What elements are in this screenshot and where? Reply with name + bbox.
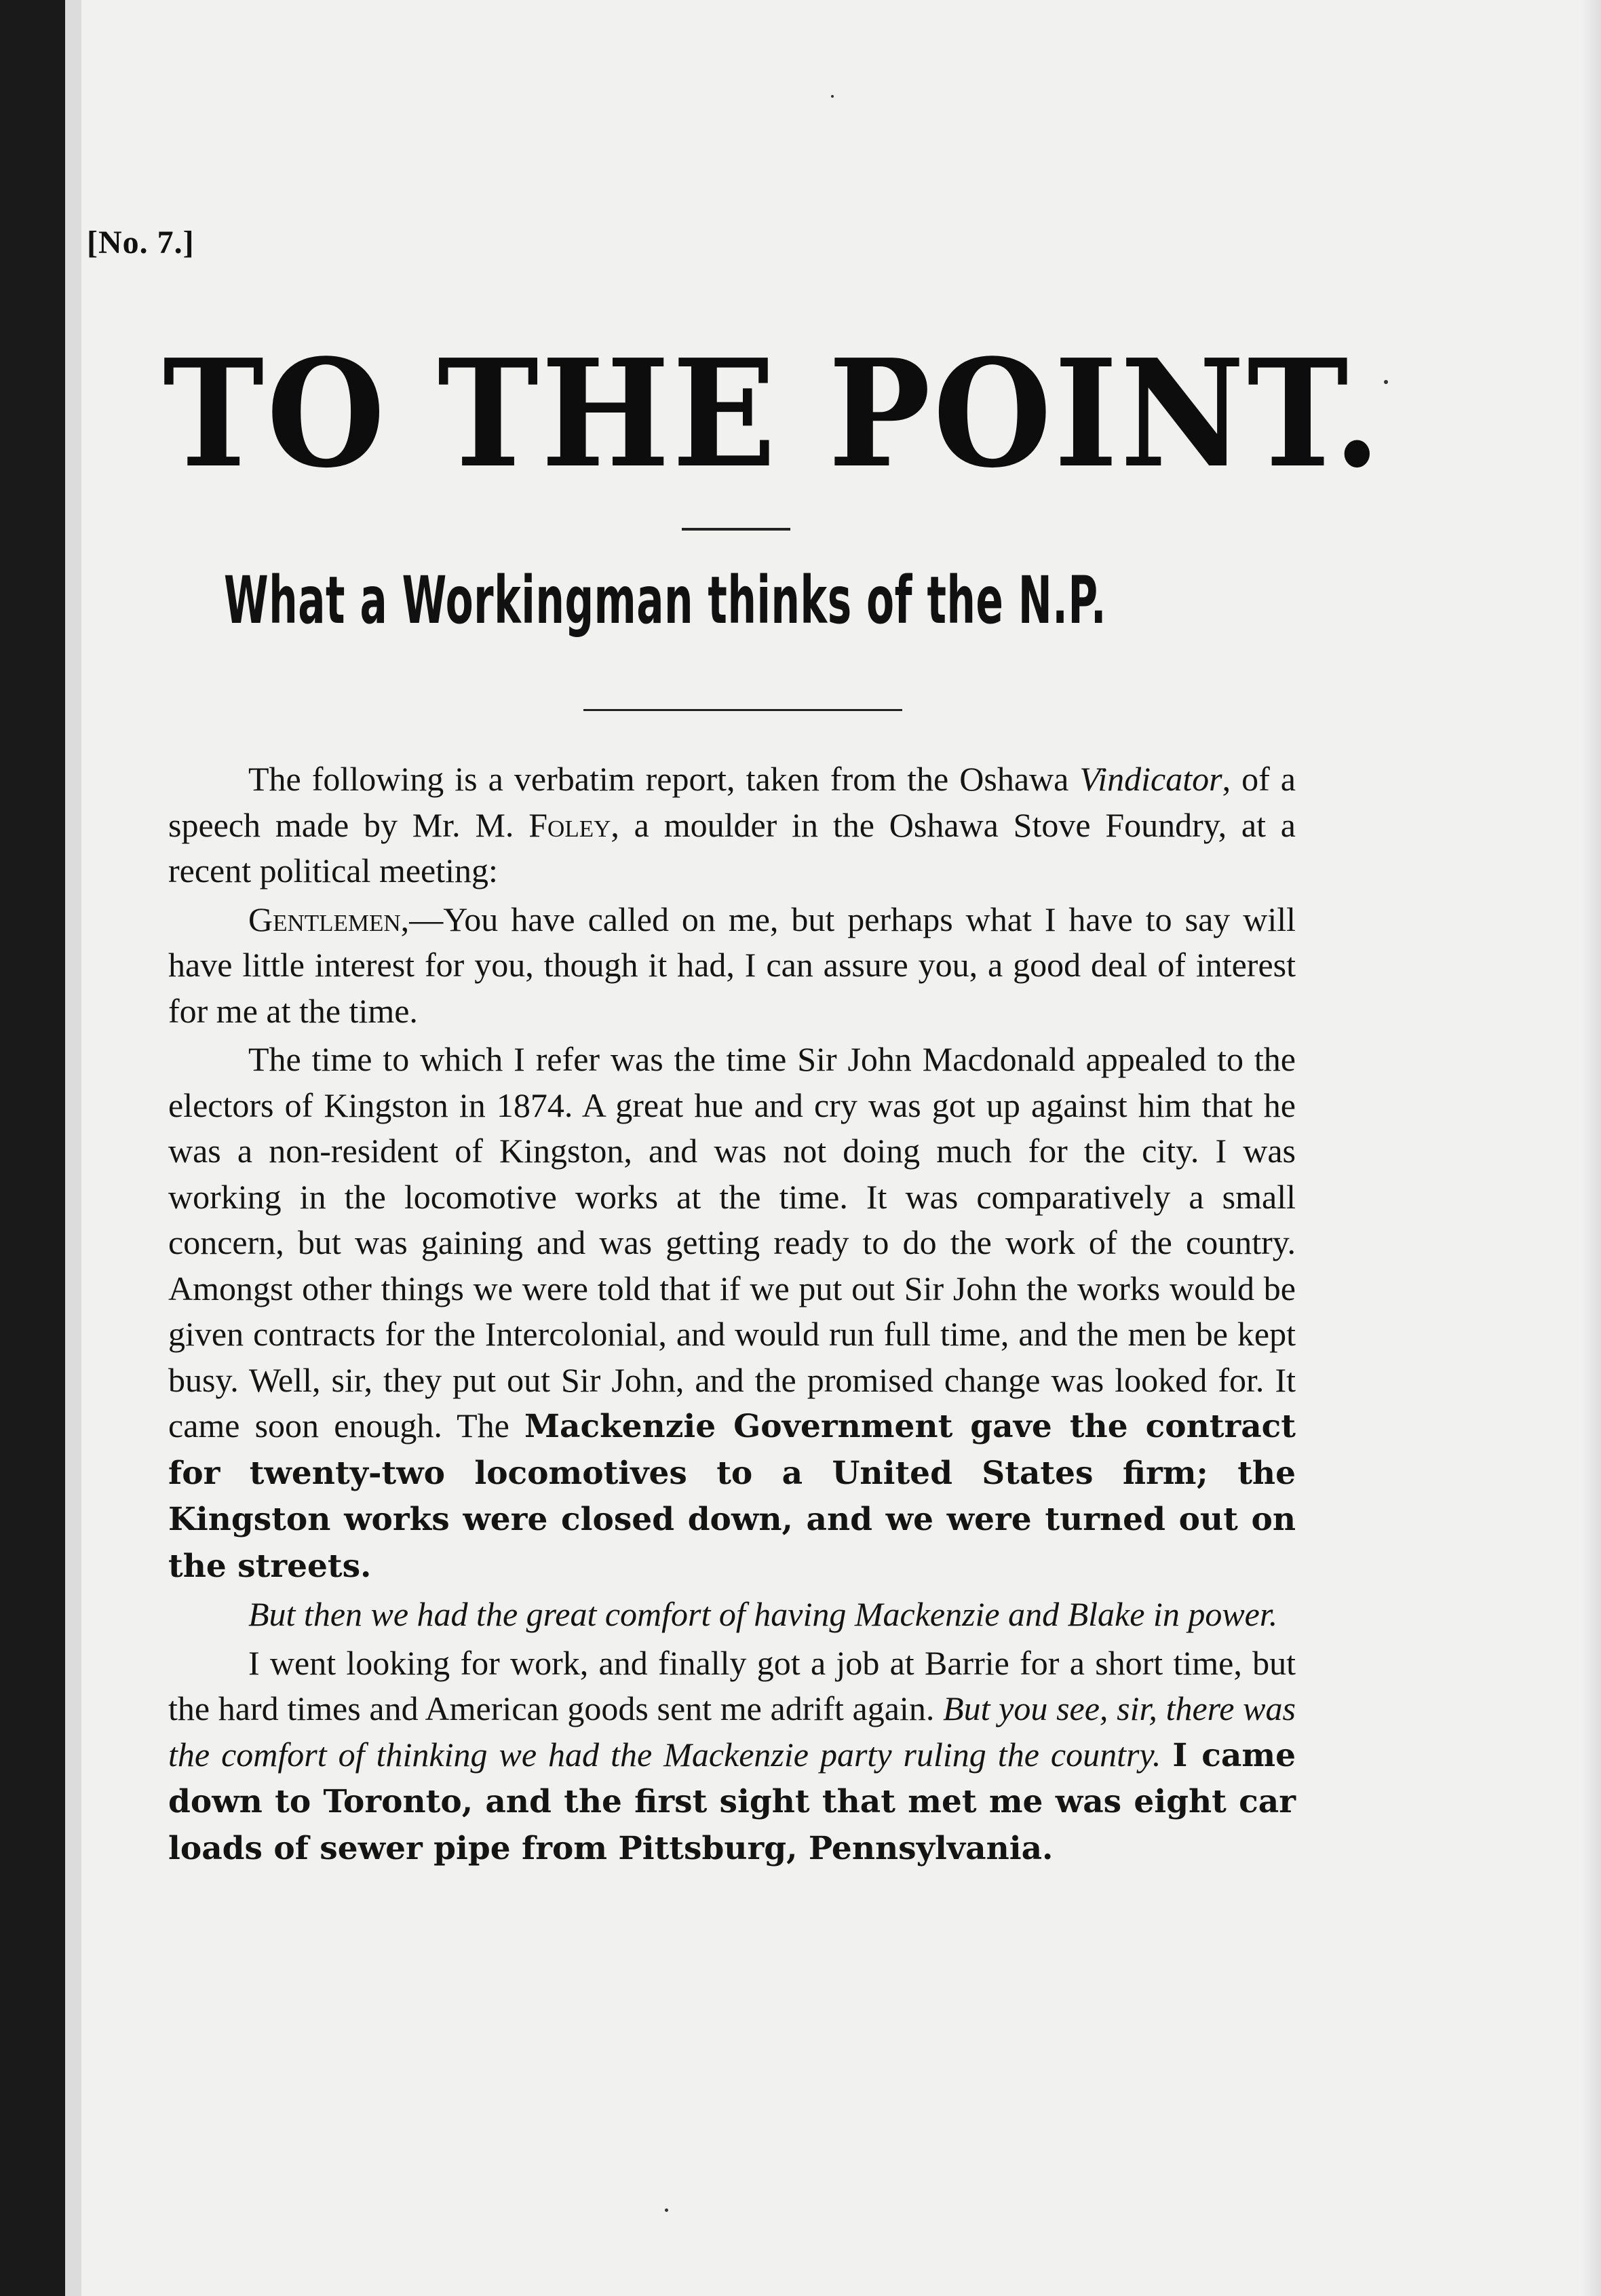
scan-left-gutter [65, 0, 81, 2296]
page-subtitle: What a Workingman thinks of the N.P. [224, 562, 1107, 638]
paragraph-comfort: But then we had the great comfort of having Mackenzie and Blake in power. [248, 1595, 1278, 1633]
intro-text: , a moulder in the Oshawa Stove Foundry, at a recent political meeting: [168, 805, 1296, 889]
barrie-italic: But you see, sir, there was the comfort of thinking we had the Mackenzie party ruling the country. [168, 1689, 1296, 1774]
paragraph-kingston [168, 1037, 1296, 1589]
kingston-text: The time to which I refer was the time Sir John Macdonald appealed to the electors of Kingston in 1874. A great hue and cry was got up against him that he was a non-resident of Kingston, and was not doing much for the city. I was working in the locomotive works at the time. It was comparatively a small concern, but was gaining and was getting ready to do the work of the country. Amongst other things we were told that if we put out Sir John the works would be given contracts for the Intercolonial, and would run full time, and the men be kept busy. Well, sir, they put out Sir John, and the promised change was looked for. It came soon enough. The [168, 1040, 1296, 1444]
barrie-text: I went looking for work, and finally got a job at Barrie for a short time, but the hard times and American goods sent me adrift again. [168, 1643, 1296, 1727]
kingston-emphasis: Mackenzie Government gave the contract for twenty-two locomotives to a United States firm; the Kingston works were closed down, and we were turned out on the streets. [168, 1408, 1296, 1585]
salutation-text: —You have called on me, but perhaps what I have to say will have little interest for you, though it had, I can assure you, a good deal of interest for me at the time. [168, 900, 1296, 1030]
article-body [168, 757, 1296, 1874]
paragraph-barrie [168, 1641, 1296, 1872]
title-divider [682, 528, 790, 531]
document-number: [No. 7.] [87, 225, 195, 261]
spacer [1161, 1736, 1172, 1774]
subtitle-divider [583, 709, 902, 711]
salutation: Gentlemen, [248, 900, 410, 938]
page-title: TO THE POINT. [163, 327, 1383, 501]
scan-right-edge [1579, 0, 1601, 2296]
scan-left-border [0, 0, 65, 2296]
ink-speck [665, 2208, 668, 2212]
speaker-name: Foley [528, 805, 611, 844]
paragraph-intro [168, 757, 1296, 894]
intro-text: The following is a verbatim report, taken from the Oshawa [248, 760, 1080, 798]
intro-text: , of a speech made by Mr. M. [168, 760, 1296, 844]
newspaper-name: Vindicator [1079, 760, 1222, 798]
ink-speck [831, 95, 834, 98]
paragraph-salutation [168, 897, 1296, 1035]
ink-speck [1384, 380, 1388, 384]
barrie-emphasis: I came down to Toronto, and the first sight that met me was eight car loads of sewer pipe from Pittsburg, Pennsylvania. [168, 1736, 1296, 1867]
